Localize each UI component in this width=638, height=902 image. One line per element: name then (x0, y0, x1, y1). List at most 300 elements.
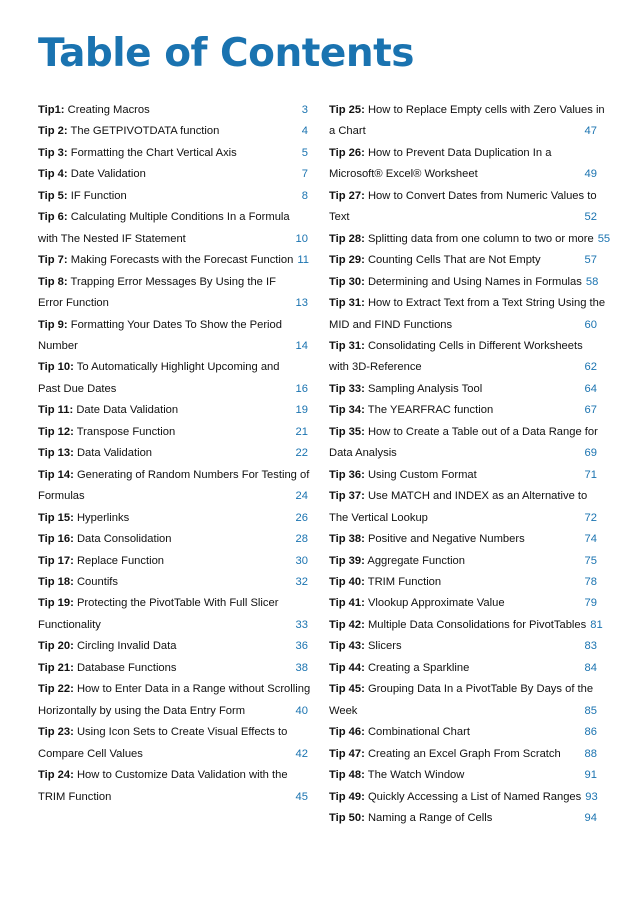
toc-entry-text (329, 572, 581, 593)
toc-entry-line (329, 808, 597, 829)
toc-entry-text (329, 701, 581, 722)
toc-entry[interactable] (329, 765, 597, 786)
toc-entry[interactable] (38, 272, 308, 315)
toc-entry-line (329, 722, 597, 743)
toc-entry[interactable] (38, 679, 311, 722)
tip-label: Tip 48: (329, 769, 365, 782)
toc-entry-line (329, 207, 597, 228)
tip-title: Combinational Chart (367, 726, 470, 739)
toc-entry-text (38, 143, 298, 164)
toc-column-right (329, 100, 611, 829)
page-number: 91 (584, 769, 597, 782)
tip-label: Tip 49: (329, 790, 365, 803)
toc-entry[interactable] (329, 636, 597, 657)
toc-entry-line (38, 787, 308, 808)
toc-entry[interactable] (38, 164, 308, 185)
toc-entry-text (38, 765, 308, 786)
toc-entry[interactable] (38, 572, 308, 593)
tip-label: Tip 40: (329, 575, 365, 588)
toc-entry[interactable] (329, 272, 597, 293)
toc-entry-line (329, 357, 597, 378)
toc-entry[interactable] (329, 379, 597, 400)
page-number: 38 (295, 661, 308, 674)
page-number: 5 (301, 146, 308, 159)
tip-title: Creating Macros (67, 104, 150, 116)
tip-title: Using Custom Format (367, 468, 477, 481)
tip-title: Quickly Accessing a List of Named Ranges (367, 790, 582, 803)
toc-entry[interactable] (329, 400, 597, 421)
toc-entry-line (38, 143, 308, 164)
tip-title: Week (329, 704, 358, 717)
toc-entry-text (329, 250, 581, 271)
toc-entry-text (329, 443, 581, 464)
tip-title: Consolidating Cells in Different Worksheets (367, 339, 583, 352)
toc-entry-text (329, 336, 597, 357)
tip-title: The Vertical Lookup (329, 511, 428, 524)
toc-entry[interactable] (329, 250, 597, 271)
toc-entry-line (329, 508, 597, 529)
toc-entry-text (38, 443, 292, 464)
toc-entry-line (329, 250, 597, 271)
page-number: 45 (295, 790, 308, 803)
toc-entry-line (38, 636, 308, 657)
toc-entry-text (38, 121, 298, 142)
tip-title: Transpose Function (76, 425, 176, 438)
toc-entry-text (329, 808, 581, 829)
tip-label: Tip 27: (329, 189, 365, 202)
page-number: 57 (584, 254, 597, 267)
tip-title: Creating an Excel Graph From Scratch (367, 747, 561, 760)
tip-title: Formulas (38, 490, 85, 503)
tip-title: Replace Function (76, 554, 165, 567)
page-number: 3 (301, 104, 308, 116)
toc-entry-line (38, 186, 308, 207)
toc-entry-line (38, 593, 308, 614)
tip-label: Tip 33: (329, 382, 365, 395)
toc-entry-text (38, 379, 292, 400)
page-number: 79 (584, 597, 597, 610)
toc-entry-line (38, 422, 308, 443)
toc-entry-line (38, 765, 308, 786)
toc-entry-line (329, 443, 597, 464)
page-number: 55 (597, 232, 611, 245)
tip-title: Data Analysis (329, 447, 397, 460)
tip-title: Date Data Validation (76, 404, 179, 417)
tip-title: The Watch Window (367, 769, 465, 782)
toc-entry-line (38, 744, 308, 765)
tip-title: Compare Cell Values (38, 747, 143, 760)
tip-label: Tip 36: (329, 468, 365, 481)
toc-entry-text (38, 486, 292, 507)
tip-label: Tip 22: (38, 683, 74, 696)
toc-entry-line (329, 744, 597, 765)
toc-entry[interactable] (329, 593, 597, 614)
toc-entry-text (329, 207, 581, 228)
tip-label: Tip 9: (38, 318, 68, 331)
toc-entry-text (38, 186, 298, 207)
tip-label: Tip 38: (329, 533, 365, 546)
tip-title: Using Icon Sets to Create Visual Effects to (76, 726, 288, 739)
toc-entry-text (329, 272, 582, 293)
tip-title: Creating a Sparkline (367, 661, 470, 674)
tip-label: Tip 21: (38, 661, 74, 674)
toc-entry[interactable] (38, 143, 308, 164)
toc-entry-text (38, 250, 293, 271)
toc-entry[interactable] (38, 250, 308, 271)
toc-entry[interactable] (38, 400, 308, 421)
toc-entry-text (329, 679, 597, 700)
tip-label: Tip 16: (38, 533, 74, 546)
page-number: 67 (584, 404, 597, 417)
toc-entry-text (38, 207, 308, 228)
toc-entry-text (329, 100, 605, 121)
tip-label: Tip 2: (38, 125, 68, 138)
page-number: 24 (295, 490, 308, 503)
toc-entry-text (329, 636, 581, 657)
page-number: 84 (584, 661, 597, 674)
toc-entry-line (38, 508, 308, 529)
toc-entry[interactable] (329, 336, 597, 379)
tip-label: Tip 42: (329, 618, 365, 631)
tip-title: Formatting the Chart Vertical Axis (70, 146, 237, 159)
toc-entry-text (329, 551, 581, 572)
tip-title: How to Extract Text from a Text String Using the (367, 297, 606, 310)
tip-title: Counting Cells That are Not Empty (367, 254, 541, 267)
toc-entry-line (38, 722, 308, 743)
toc-entry[interactable] (38, 186, 308, 207)
tip-title: with 3D-Reference (329, 361, 422, 374)
tip-label: Tip 23: (38, 726, 74, 739)
tip-label: Tip 24: (38, 769, 74, 782)
toc-entry-text (329, 593, 581, 614)
tip-label: Tip 25: (329, 104, 365, 116)
toc-entry-text (38, 293, 292, 314)
tip-label: Tip 34: (329, 404, 365, 417)
tip-title: Hyperlinks (76, 511, 130, 524)
toc-entry-text (38, 701, 292, 722)
toc-entry-line (329, 551, 597, 572)
toc-entry-line (329, 121, 597, 142)
tip-title: Sampling Analysis Tool (367, 382, 483, 395)
toc-entry[interactable] (38, 422, 308, 443)
toc-entry-line (38, 336, 308, 357)
toc-entry-line (329, 379, 597, 400)
tip-title: Data Consolidation (76, 533, 172, 546)
toc-entry-line (38, 572, 308, 593)
page-number: 64 (584, 382, 597, 395)
toc-entry[interactable] (329, 787, 597, 808)
toc-entry-line (329, 229, 611, 250)
toc-entry[interactable] (329, 100, 605, 143)
toc-entry-text (38, 679, 310, 700)
tip-title: IF Function (70, 189, 127, 202)
tip-title: Data Validation (76, 447, 153, 460)
toc-entry-line (38, 551, 308, 572)
tip-title: Trapping Error Messages By Using the IF (70, 275, 276, 288)
toc-entry[interactable] (329, 658, 597, 679)
tip-label: Tip 13: (38, 447, 74, 460)
tip-title: Splitting data from one column to two or more (367, 232, 594, 245)
toc-entry[interactable] (329, 186, 597, 229)
tip-label: Tip 8: (38, 275, 68, 288)
toc-entry-line (38, 679, 311, 700)
page-number: 28 (295, 533, 308, 546)
toc-entry-text (38, 315, 308, 336)
toc-entry-line (329, 164, 597, 185)
toc-entry-text (329, 379, 581, 400)
tip-label: Tip 11: (38, 404, 74, 417)
toc-entry[interactable] (329, 293, 606, 336)
tip-title: Text (329, 211, 350, 224)
page-number: 40 (295, 704, 308, 717)
toc-entry-line (38, 272, 308, 293)
tip-label: Tip 31: (329, 339, 365, 352)
tip-label: Tip 14: (38, 468, 74, 481)
toc-entry-text (329, 615, 586, 636)
page-number: 94 (584, 811, 597, 824)
tip-title: Aggregate Function (367, 554, 466, 567)
tip-label: Tip 39: (329, 554, 365, 567)
page-number: 10 (295, 232, 308, 245)
toc-entry-text (329, 787, 581, 808)
tip-title: Circling Invalid Data (76, 640, 177, 653)
toc-entry-text (38, 529, 292, 550)
page-number: 72 (584, 511, 597, 524)
toc-entry-line (329, 701, 597, 722)
toc-entry-line (38, 658, 308, 679)
toc-entry-text (329, 293, 605, 314)
toc-entry-text (38, 164, 298, 185)
tip-title: How to Create a Table out of a Data Range for (367, 425, 598, 438)
toc-entry-line (329, 679, 597, 700)
tip-label: Tip 5: (38, 189, 68, 202)
page-number: 36 (295, 640, 308, 653)
toc-entry-text (329, 486, 597, 507)
toc-entry[interactable] (329, 465, 597, 486)
toc-entry-text (329, 121, 581, 142)
toc-entry-line (329, 486, 597, 507)
tip-title: Countifs (76, 575, 119, 588)
tip-label: Tip 41: (329, 597, 365, 610)
toc-entry-text (329, 357, 581, 378)
page-number: 4 (301, 125, 308, 138)
tip-label: Tip 37: (329, 490, 365, 503)
tip-label: Tip 12: (38, 425, 74, 438)
page-number: 52 (584, 211, 597, 224)
toc-entry[interactable] (38, 465, 308, 508)
toc-entry-line (329, 336, 597, 357)
toc-entry[interactable] (38, 443, 308, 464)
toc-entry[interactable] (38, 636, 308, 657)
tip-label: Tip 15: (38, 511, 74, 524)
tip-title: Use MATCH and INDEX as an Alternative to (367, 490, 588, 503)
tip-title: Generating of Random Numbers For Testing of (76, 468, 310, 481)
tip-title: The GETPIVOTDATA function (70, 125, 220, 138)
tip-label: Tip 17: (38, 554, 74, 567)
toc-entry-line (329, 293, 606, 314)
toc-entry[interactable] (329, 143, 597, 186)
toc-entry-line (329, 422, 597, 443)
page-number: 69 (584, 447, 597, 460)
toc-entry[interactable] (38, 315, 308, 358)
toc-entry-line (38, 100, 308, 121)
page-number: 62 (584, 361, 597, 374)
page-number: 7 (301, 168, 308, 181)
tip-title: To Automatically Highlight Upcoming and (76, 361, 280, 374)
toc-column-left (38, 100, 311, 808)
tip-title: The YEARFRAC function (367, 404, 494, 417)
tip-label: Tip 46: (329, 726, 365, 739)
toc-entry-text (38, 465, 309, 486)
toc-entry-line (329, 593, 597, 614)
page-number: 42 (295, 747, 308, 760)
tip-title: Positive and Negative Numbers (367, 533, 525, 546)
toc-entry-line (329, 615, 603, 636)
tip-title: How to Convert Dates from Numeric Values to (367, 189, 597, 202)
toc-entry[interactable] (329, 744, 597, 765)
toc-entry[interactable] (38, 207, 308, 250)
toc-entry-line (38, 207, 308, 228)
toc-entry-text (329, 765, 581, 786)
page-number: 8 (301, 189, 308, 202)
toc-entry-line (38, 701, 308, 722)
page-title: Table of Contents (38, 31, 414, 76)
tip-label: Tip 7: (38, 254, 68, 267)
toc-entry[interactable] (329, 529, 597, 550)
toc-entry-text (329, 744, 581, 765)
tip-label: Tip 3: (38, 146, 68, 159)
toc-entry-line (38, 529, 308, 550)
toc-entry-line (329, 272, 597, 293)
toc-entry-line (38, 250, 308, 271)
toc-entry-text (329, 465, 581, 486)
toc-entry[interactable] (329, 679, 597, 722)
toc-entry[interactable] (329, 572, 597, 593)
toc-entry-line (38, 315, 308, 336)
tip-title: Determining and Using Names in Formulas (367, 275, 582, 288)
page-number: 71 (584, 468, 597, 481)
tip-label: Tip 28: (329, 232, 365, 245)
tip-title: Protecting the PivotTable With Full Slicer (76, 597, 279, 610)
toc-entry-line (329, 765, 597, 786)
tip-title: Date Validation (70, 168, 146, 181)
toc-entry-text (38, 400, 292, 421)
tip-label: Tip 20: (38, 640, 74, 653)
toc-entry[interactable] (38, 529, 308, 550)
toc-entry-text (329, 508, 581, 529)
tip-title: How to Prevent Data Duplication In a (367, 146, 552, 159)
page-number: 21 (295, 425, 308, 438)
page-number: 22 (295, 447, 308, 460)
toc-entry-line (38, 379, 308, 400)
toc-entry[interactable] (329, 486, 597, 529)
tip-title: Functionality (38, 618, 101, 631)
page-number: 13 (295, 297, 308, 310)
toc-entry[interactable] (38, 765, 308, 808)
toc-entry-line (329, 529, 597, 550)
toc-entry-line (329, 787, 597, 808)
toc-entry[interactable] (329, 808, 597, 829)
toc-entry-text (329, 658, 581, 679)
page-number: 75 (584, 554, 597, 567)
toc-entry-text (38, 100, 298, 121)
tip-label: Tip 30: (329, 275, 365, 288)
toc-entry[interactable] (38, 357, 308, 400)
toc-entry-text (329, 315, 581, 336)
toc-entry-text (38, 357, 308, 378)
tip-title: Formatting Your Dates To Show the Period (70, 318, 282, 331)
toc-entry-line (38, 121, 308, 142)
toc-entry[interactable] (329, 551, 597, 572)
tip-label: Tip 44: (329, 661, 365, 674)
tip-title: Slicers (367, 640, 402, 653)
toc-entry-line (329, 143, 597, 164)
tip-label: Tip 35: (329, 425, 365, 438)
tip-label: Tip 47: (329, 747, 365, 760)
toc-entry-text (329, 143, 597, 164)
page-number: 86 (584, 726, 597, 739)
toc-entry[interactable] (38, 593, 308, 636)
toc-entry[interactable] (329, 422, 597, 465)
page-number: 16 (295, 382, 308, 395)
toc-entry-text (38, 658, 292, 679)
toc-entry-line (329, 636, 597, 657)
toc-entry-line (38, 486, 308, 507)
tip-label: Tip 43: (329, 640, 365, 653)
tip-label: Tip 50: (329, 811, 365, 824)
toc-entry-line (38, 357, 308, 378)
tip-label: Tip 4: (38, 168, 68, 181)
toc-entry-line (38, 229, 308, 250)
tip-title: with The Nested IF Statement (38, 232, 186, 245)
toc-entry-line (329, 572, 597, 593)
tip-title: How to Customize Data Validation with the (76, 769, 288, 782)
tip-label: Tip 19: (38, 597, 74, 610)
toc-entry-text (38, 744, 292, 765)
toc-entry[interactable] (38, 508, 308, 529)
toc-entry-text (329, 164, 581, 185)
toc-entry-text (38, 615, 292, 636)
tip-title: How to Enter Data in a Range without Scrolling (76, 683, 311, 696)
toc-entry[interactable] (38, 100, 308, 121)
toc-entry[interactable] (329, 722, 597, 743)
page-number: 30 (295, 554, 308, 567)
tip-title: a Chart (329, 125, 366, 138)
toc-entry[interactable] (329, 615, 603, 636)
toc-entry-line (38, 293, 308, 314)
page-number: 85 (584, 704, 597, 717)
toc-entry[interactable] (329, 229, 611, 250)
tip-title: TRIM Function (38, 790, 112, 803)
tip-title: Database Functions (76, 661, 177, 674)
tip-title: Microsoft® Excel® Worksheet (329, 168, 478, 181)
page-number: 93 (585, 790, 598, 803)
toc-entry[interactable] (38, 722, 308, 765)
toc-entry-line (38, 615, 308, 636)
page-number: 33 (295, 618, 308, 631)
toc-entry[interactable] (38, 658, 308, 679)
toc-entry[interactable] (38, 121, 308, 142)
toc-entry-text (38, 636, 292, 657)
toc-entry[interactable] (38, 551, 308, 572)
tip-title: How to Replace Empty cells with Zero Values in (367, 104, 605, 116)
toc-entry-text (38, 722, 308, 743)
page-number: 14 (295, 339, 308, 352)
toc-entry-text (329, 422, 598, 443)
tip-title: Vlookup Approximate Value (367, 597, 505, 610)
page-number: 58 (585, 275, 599, 288)
toc-entry-text (329, 722, 581, 743)
